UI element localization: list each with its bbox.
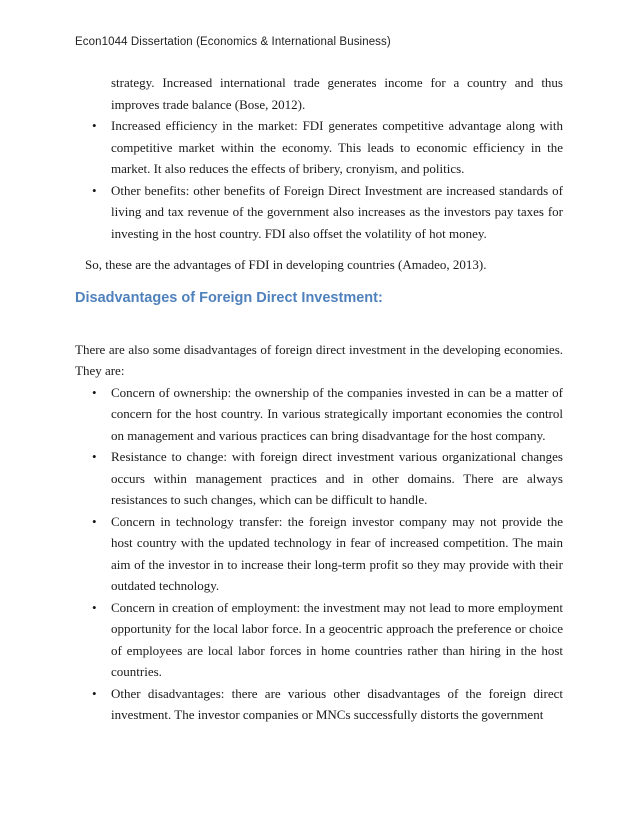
running-header: Econ1044 Dissertation (Economics & International Business) bbox=[75, 36, 391, 48]
list-item bbox=[75, 597, 563, 683]
list-item bbox=[75, 511, 563, 597]
list-item bbox=[75, 382, 563, 447]
intro-paragraph: There are also some disadvantages of foreign direct investment in the developing economies. They are: bbox=[75, 341, 563, 378]
list-item-text: Other disadvantages: there are various other disadvantages of the foreign direct investment. The investor companies or MNCs successfully distorts the government bbox=[111, 685, 563, 722]
bullet-icon: • bbox=[92, 449, 97, 464]
advantages-list bbox=[75, 115, 563, 244]
document-body bbox=[75, 72, 563, 726]
list-item bbox=[75, 683, 563, 726]
list-item bbox=[75, 180, 563, 245]
list-item-text: Resistance to change: with foreign direct investment various organizational changes occurs within management practices and in other domains. There are always resistances to such changes, which can be difficult to handle. bbox=[111, 449, 563, 507]
bullet-icon: • bbox=[92, 118, 97, 133]
continuation-text: strategy. Increased international trade generates income for a country and thus improves trade balance (Bose, 2012). bbox=[111, 75, 563, 112]
bullet-icon: • bbox=[92, 599, 97, 615]
bullet-icon: • bbox=[92, 513, 97, 529]
list-item-text: Concern in technology transfer: the foreign investor company may not provide the host country with the updated technology in fear of increased competition. The main aim of the investor in to increase their long-term profit so they may provide with their outdated technology. bbox=[111, 513, 563, 593]
list-item-text: Concern in creation of employment: the investment may not lead to more employment opportunity for the local labor force. In a geocentric approach the preference or choice of employees are local labor forces in home countries rather than hiring in the host countries. bbox=[111, 599, 563, 679]
bullet-icon: • bbox=[92, 182, 97, 198]
summary-paragraph: So, these are the advantages of FDI in developing countries (Amadeo, 2013). bbox=[85, 257, 487, 272]
disadvantages-list bbox=[75, 382, 563, 726]
list-item-text: Increased efficiency in the market: FDI generates competitive advantage along with competitive market within the economy. This leads to economic efficiency in the market. It also reduces the effects of bribery, cronyism, and politics. bbox=[111, 118, 563, 176]
list-item bbox=[75, 446, 563, 511]
bullet-icon: • bbox=[92, 685, 97, 701]
list-item-text: Concern of ownership: the ownership of the companies invested in can be a matter of concern for the host country. In various strategically important economies the control on management and various practices can bring disadvantage for the host company. bbox=[111, 384, 563, 443]
bullet-icon: • bbox=[92, 384, 97, 400]
list-item-text: Other benefits: other benefits of Foreign Direct Investment are increased standards of living and tax revenue of the government also increases as the investors pay taxes for investing in the host country. FDI also offset the volatility of hot money. bbox=[111, 182, 563, 241]
list-item bbox=[75, 115, 563, 180]
section-heading: Disadvantages of Foreign Direct Investment: bbox=[75, 289, 383, 306]
